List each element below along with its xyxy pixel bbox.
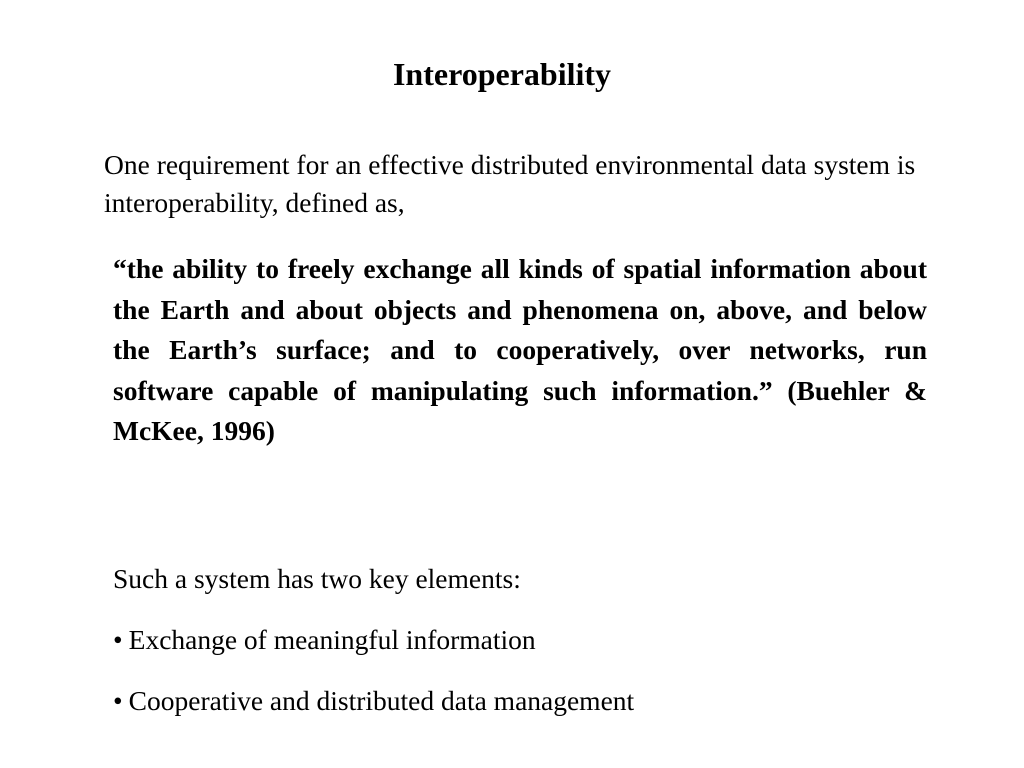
list-item (113, 622, 634, 658)
bullet-icon: • (113, 624, 123, 655)
key-elements-list (113, 622, 634, 744)
definition-quote: “the ability to freely exchange all kinds of spatial information about the Earth and about objects and phenomena on, above, and below the Earth’s surface; and to cooperatively, over networks, run software capable of manipulating such information.” (Buehler & McKee, 1996) (113, 253, 927, 446)
intro-paragraph: One requirement for an effective distributed environmental data system is interoperability, defined as, (104, 149, 916, 218)
list-item-text: Exchange of meaningful information (128, 624, 536, 655)
list-item (113, 683, 634, 719)
key-elements-heading: Such a system has two key elements: (113, 563, 521, 594)
list-item-text: Cooperative and distributed data management (128, 685, 635, 716)
bullet-icon: • (113, 685, 123, 716)
slide-title: Interoperability (392, 56, 612, 92)
